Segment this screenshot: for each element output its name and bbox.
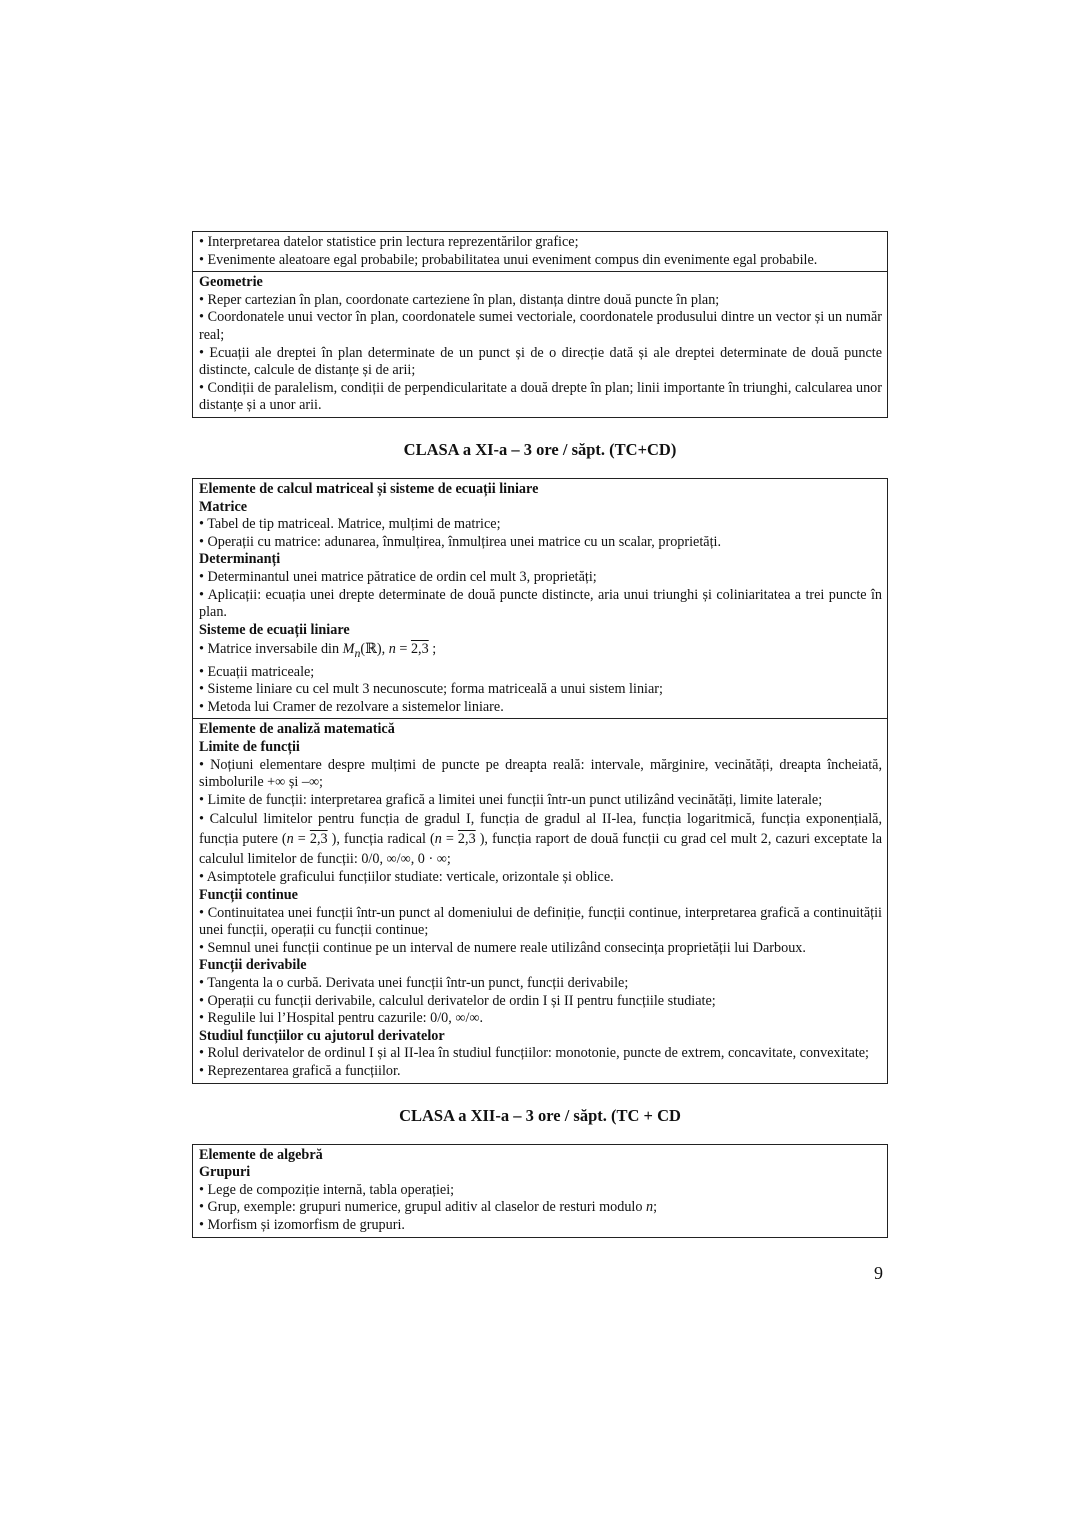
analysis-box [192, 719, 888, 1083]
list-item: • Noțiuni elementare despre mulțimi de puncte pe dreapta reală: intervale, mărginire, vecinătăți, dreapta încheiată, simbolurile +∞ și –∞; [199, 756, 882, 791]
matrix-calculus-box [192, 478, 888, 720]
geometry-box [192, 272, 888, 418]
list-item: • Interpretarea datelor statistice prin lectura reprezentărilor grafice; [199, 234, 579, 250]
list-item: • Ecuații ale dreptei în plan determinate de un punct și de o direcție dată și ale dreptei determinate de două puncte distincte, calcule de distanțe și de arii; [199, 344, 882, 379]
list-item: • Reper cartezian în plan, coordonate carteziene în plan, distanța dintre două puncte în plan; [199, 291, 720, 308]
statistics-box [192, 231, 888, 272]
list-item: • Coordonatele unui vector în plan, coordonatele sumei vectoriale, coordonatele produsului dintre un vector și un număr real; [199, 309, 882, 343]
section-heading-analysis: Elemente de analiză matematică [199, 721, 395, 738]
subsection-heading-limite: Limite de funcții [199, 739, 300, 756]
list-item: • Regulile lui l’Hospital pentru cazurile: 0/0, ∞/∞. [199, 1010, 484, 1027]
range-overline: 2,3 [410, 641, 429, 658]
list-item: • Operații cu funcții derivabile, calculul derivatelor de ordin I și II pentru funcțiile studiate; [199, 992, 716, 1009]
list-item: • Lege de compoziție internă, tabla operației; [199, 1181, 455, 1198]
list-item: • Morfism și izomorfism de grupuri. [199, 1216, 405, 1233]
list-item: • Semnul unei funcții continue pe un interval de numere reale utilizând consecința proprietății lui Darboux. [199, 939, 806, 956]
list-item: • Tangenta la o curbă. Derivata unei funcții într-un punct, funcții derivabile; [199, 975, 629, 992]
subsection-heading-derivabile: Funcții derivabile [199, 957, 307, 974]
list-item: • Sisteme liniare cu cel mult 3 necunoscute; forma matriceală a unui sistem liniar; [199, 681, 663, 698]
list-item: • Rolul derivatelor de ordinul I și al II-lea în studiul funcțiilor: monotonie, puncte de extrem, concavitate, convexitate; [199, 1045, 869, 1062]
page-number: 9 [874, 1263, 883, 1283]
subsection-heading-continue: Funcții continue [199, 887, 298, 904]
list-item: • Operații cu matrice: adunarea, înmulțirea, înmulțirea unei matrice cu un scalar, proprietăți. [199, 533, 722, 550]
list-item: • Ecuații matriceale; [199, 663, 315, 680]
section-heading-matrix-calculus: Elemente de calcul matriceal și sisteme de ecuații liniare [199, 480, 539, 497]
subsection-heading-sisteme: Sisteme de ecuații liniare [199, 621, 350, 638]
subsection-heading-determinanti: Determinanți [199, 551, 281, 568]
document-page [192, 231, 888, 1238]
list-item: • Continuitatea unei funcții într-un punct al domeniului de definiție, funcții continue, interpretarea grafică a continuității unei funcții, operații cu funcții continue; [199, 904, 882, 939]
range-overline: 2,3 [457, 831, 476, 848]
subsection-heading-studiul: Studiul funcțiilor cu ajutorul derivatelor [199, 1027, 445, 1044]
class-11-title: CLASA a XI-a – 3 ore / săpt. (TC+CD) [403, 439, 677, 459]
subsection-heading-matrice: Matrice [199, 498, 248, 515]
class-12-title: CLASA a XII-a – 3 ore / săpt. (TC + CD [399, 1105, 681, 1125]
list-item-grup: • Grup, exemple: grupuri numerice, grupul aditiv al claselor de resturi modulo n; [199, 1199, 658, 1216]
section-heading-geometrie: Geometrie [199, 274, 263, 291]
list-item: • Determinantul unei matrice pătratice de ordin cel mult 3, proprietăți; [199, 568, 597, 585]
algebra-box [192, 1144, 888, 1238]
list-item: • Reprezentarea grafică a funcțiilor. [199, 1062, 401, 1079]
list-item-calculul-limitelor: • Calculul limitelor pentru funcția de gradul I, funcția de gradul al II-lea, funcția logaritmică, funcția exponențială, funcția putere (n = 2,3 ), funcția radical (n = 2,3 ), funcția raport de două funcții cu grad cel mult 2, cazuri exceptate la calculul limitelor de funcții: 0/0, ∞/∞, 0 · ∞; [199, 811, 883, 868]
list-item: • Limite de funcții: interpretarea grafică a limitei unei funcții într-un punct utilizând vecinătăți, limite laterale; [199, 791, 823, 808]
list-item: • Metoda lui Cramer de rezolvare a sistemelor liniare. [199, 698, 504, 715]
subsection-heading-grupuri: Grupuri [199, 1164, 251, 1181]
list-item: • Condiții de paralelism, condiții de perpendicularitate a două drepte în plan; linii importante în triunghi, calcularea unor distanțe și a unor arii. [199, 379, 882, 414]
list-item: • Asimptotele graficului funcțiilor studiate: verticale, orizontale și oblice. [199, 869, 614, 886]
list-item: • Tabel de tip matriceal. Matrice, mulțimi de matrice; [199, 516, 501, 533]
list-item: • Evenimente aleatoare egal probabile; probabilitatea unui eveniment compus din evenimente egal probabile. [199, 251, 818, 268]
section-heading-algebra: Elemente de algebră [199, 1146, 323, 1163]
list-item: • Aplicații: ecuația unei drepte determinate de două puncte distincte, aria unui triunghi și coliniaritatea a trei puncte în plan. [199, 586, 882, 621]
list-item-inversabile: • Matrice inversabile din $M_n(ℝ)$, n = 2,3 ; [199, 641, 437, 661]
range-overline: 2,3 [309, 831, 328, 848]
